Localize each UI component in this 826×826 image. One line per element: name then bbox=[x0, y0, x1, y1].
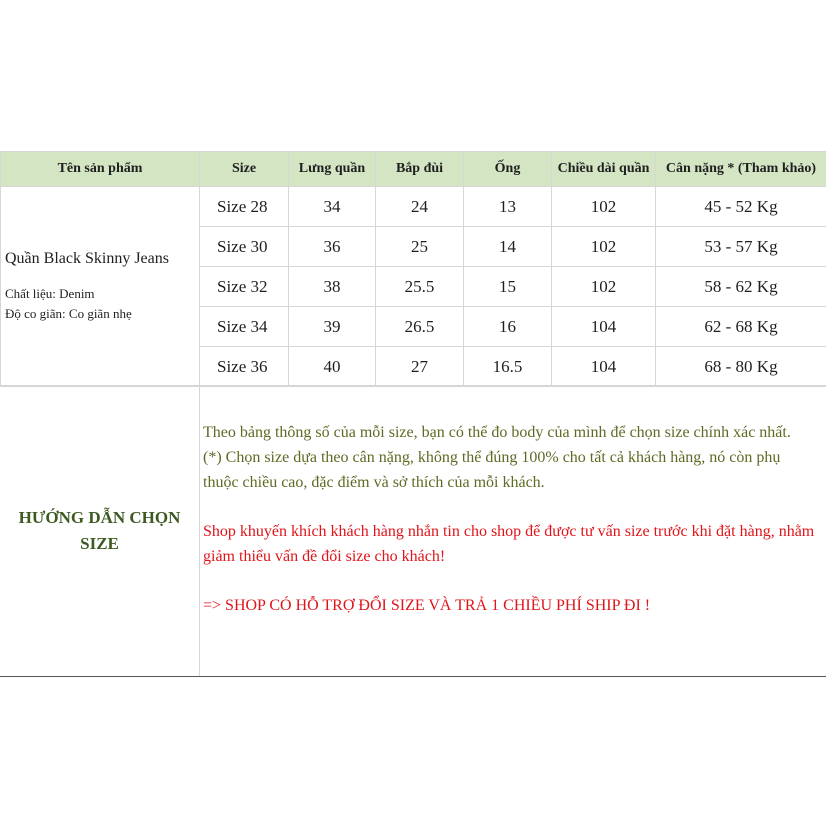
cell-waist: 39 bbox=[289, 307, 376, 347]
table-row bbox=[1, 187, 826, 227]
cell-size: Size 30 bbox=[200, 227, 289, 267]
cell-weight: 45 - 52 Kg bbox=[656, 187, 826, 227]
cell-thigh: 27 bbox=[376, 347, 464, 387]
guide-contact-note: Shop khuyến khích khách hàng nhắn tin cho shop để được tư vấn size trước khi đặt hàng, nhằm giảm thiểu vấn đề đổi size cho khách! bbox=[203, 523, 815, 565]
guide-measure-note: Theo bảng thông số của mỗi size, bạn có thể đo body của mình để chọn size chính xác nhất. bbox=[203, 424, 791, 441]
cell-waist: 34 bbox=[289, 187, 376, 227]
cell-leg: 14 bbox=[464, 227, 552, 267]
cell-weight: 58 - 62 Kg bbox=[656, 267, 826, 307]
cell-size: Size 34 bbox=[200, 307, 289, 347]
header-waist: Lưng quần bbox=[289, 152, 376, 187]
cell-leg: 16 bbox=[464, 307, 552, 347]
header-thigh: Bắp đùi bbox=[376, 152, 464, 187]
cell-length: 104 bbox=[552, 347, 656, 387]
cell-waist: 36 bbox=[289, 227, 376, 267]
product-stretch: Độ co giãn: Co giãn nhẹ bbox=[5, 305, 132, 321]
header-length: Chiều dài quần bbox=[552, 152, 656, 187]
size-guide-section bbox=[0, 385, 826, 677]
cell-leg: 16.5 bbox=[464, 347, 552, 387]
cell-length: 102 bbox=[552, 267, 656, 307]
product-cell bbox=[1, 187, 200, 387]
cell-leg: 15 bbox=[464, 267, 552, 307]
product-material: Chất liệu: Denim bbox=[5, 285, 95, 301]
guide-title: HƯỚNG DẪN CHỌN SIZE bbox=[18, 508, 181, 553]
cell-weight: 62 - 68 Kg bbox=[656, 307, 826, 347]
guide-text bbox=[203, 420, 818, 618]
size-table bbox=[0, 151, 826, 387]
guide-exchange-policy: => SHOP CÓ HỖ TRỢ ĐỔI SIZE VÀ TRẢ 1 CHIỀU PHÍ SHIP ĐI ! bbox=[203, 597, 651, 614]
table-header-row bbox=[1, 152, 826, 187]
cell-waist: 40 bbox=[289, 347, 376, 387]
cell-leg: 13 bbox=[464, 187, 552, 227]
cell-thigh: 26.5 bbox=[376, 307, 464, 347]
header-leg: Ống bbox=[464, 152, 552, 187]
cell-size: Size 32 bbox=[200, 267, 289, 307]
cell-length: 102 bbox=[552, 187, 656, 227]
cell-weight: 53 - 57 Kg bbox=[656, 227, 826, 267]
product-name: Quần Black Skinny Jeans bbox=[5, 249, 169, 267]
size-chart bbox=[0, 151, 826, 676]
cell-thigh: 25.5 bbox=[376, 267, 464, 307]
cell-thigh: 24 bbox=[376, 187, 464, 227]
cell-size: Size 36 bbox=[200, 347, 289, 387]
cell-length: 102 bbox=[552, 227, 656, 267]
header-product-name: Tên sản phẩm bbox=[1, 152, 200, 187]
guide-title-cell bbox=[0, 386, 200, 676]
header-weight: Cân nặng * (Tham khảo) bbox=[656, 152, 826, 187]
cell-size: Size 28 bbox=[200, 187, 289, 227]
cell-thigh: 25 bbox=[376, 227, 464, 267]
guide-weight-note: (*) Chọn size dựa theo cân nặng, không thể đúng 100% cho tất cả khách hàng, nó còn phụ thuộc chiều cao, đặc điểm và sở thích của mỗi khách. bbox=[203, 449, 781, 491]
cell-weight: 68 - 80 Kg bbox=[656, 347, 826, 387]
header-size: Size bbox=[200, 152, 289, 187]
cell-waist: 38 bbox=[289, 267, 376, 307]
cell-length: 104 bbox=[552, 307, 656, 347]
